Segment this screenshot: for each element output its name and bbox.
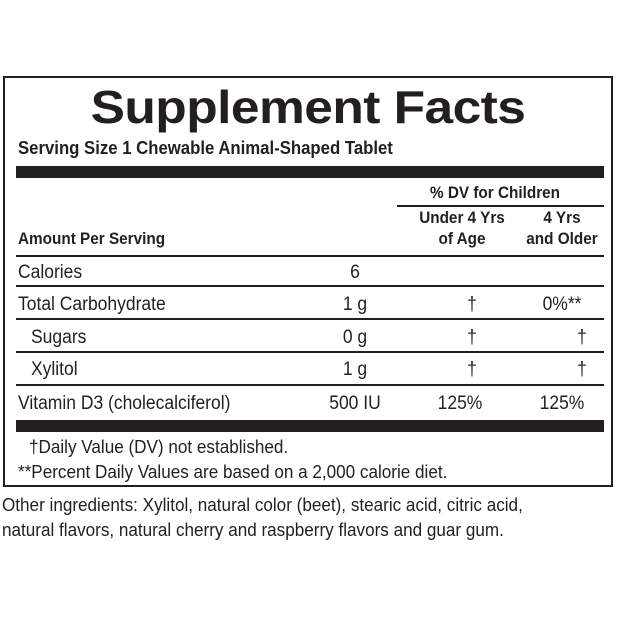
amount-per-serving-header: Amount Per Serving	[18, 229, 166, 248]
row-xylitol-dv-4older: †	[577, 359, 587, 380]
row-sugars-name: Sugars	[31, 327, 87, 348]
col-under4-line1: Under 4 Yrs	[419, 208, 505, 227]
row-divider	[16, 384, 604, 386]
row-divider	[16, 318, 604, 320]
row-vitamin-d3-dv-4older: 125%	[539, 393, 585, 414]
row-xylitol-name: Xylitol	[31, 359, 78, 380]
dv-children-header: % DV for Children	[429, 183, 561, 202]
col-under4-line2: of Age	[438, 229, 486, 248]
row-divider	[16, 285, 604, 287]
row-sugars-dv-4older: †	[577, 327, 587, 348]
panel-title: Supplement Facts	[90, 81, 526, 133]
footnote-dagger: †Daily Value (DV) not established.	[29, 437, 289, 457]
row-divider	[16, 351, 604, 353]
other-ingredients-line2: natural flavors, natural cherry and raspberry flavors and guar gum.	[2, 520, 504, 540]
col-4older-line2: and Older	[526, 229, 598, 248]
row-vitamin-d3-dv-under4: 125%	[437, 393, 483, 414]
row-total-carbohydrate-dv-4older: 0%**	[542, 294, 582, 315]
top-thick-divider	[16, 166, 604, 178]
row-calories-amount: 6	[350, 262, 360, 283]
footnote-double-asterisk: **Percent Daily Values are based on a 2,000 calorie diet.	[18, 462, 448, 482]
row-sugars-dv-under4: †	[467, 327, 477, 348]
row-calories-name: Calories	[18, 262, 83, 283]
row-xylitol-amount: 1 g	[342, 359, 368, 380]
serving-size: Serving Size 1 Chewable Animal-Shaped Tablet	[18, 138, 393, 158]
row-vitamin-d3-name: Vitamin D3 (cholecalciferol)	[18, 393, 231, 414]
row-total-carbohydrate-name: Total Carbohydrate	[18, 294, 166, 315]
other-ingredients-line1: Other ingredients: Xylitol, natural color (beet), stearic acid, citric acid,	[2, 495, 523, 515]
supplement-facts-panel	[3, 76, 613, 487]
bottom-thick-divider	[16, 420, 604, 432]
row-vitamin-d3-amount: 500 IU	[329, 393, 381, 414]
header-bottom-rule	[16, 255, 604, 257]
row-sugars-amount: 0 g	[342, 327, 368, 348]
row-xylitol-dv-under4: †	[467, 359, 477, 380]
col-4older-line1: 4 Yrs	[543, 208, 581, 227]
row-total-carbohydrate-amount: 1 g	[342, 294, 368, 315]
row-total-carbohydrate-dv-under4: †	[467, 294, 477, 315]
dv-header-rule	[397, 205, 604, 207]
